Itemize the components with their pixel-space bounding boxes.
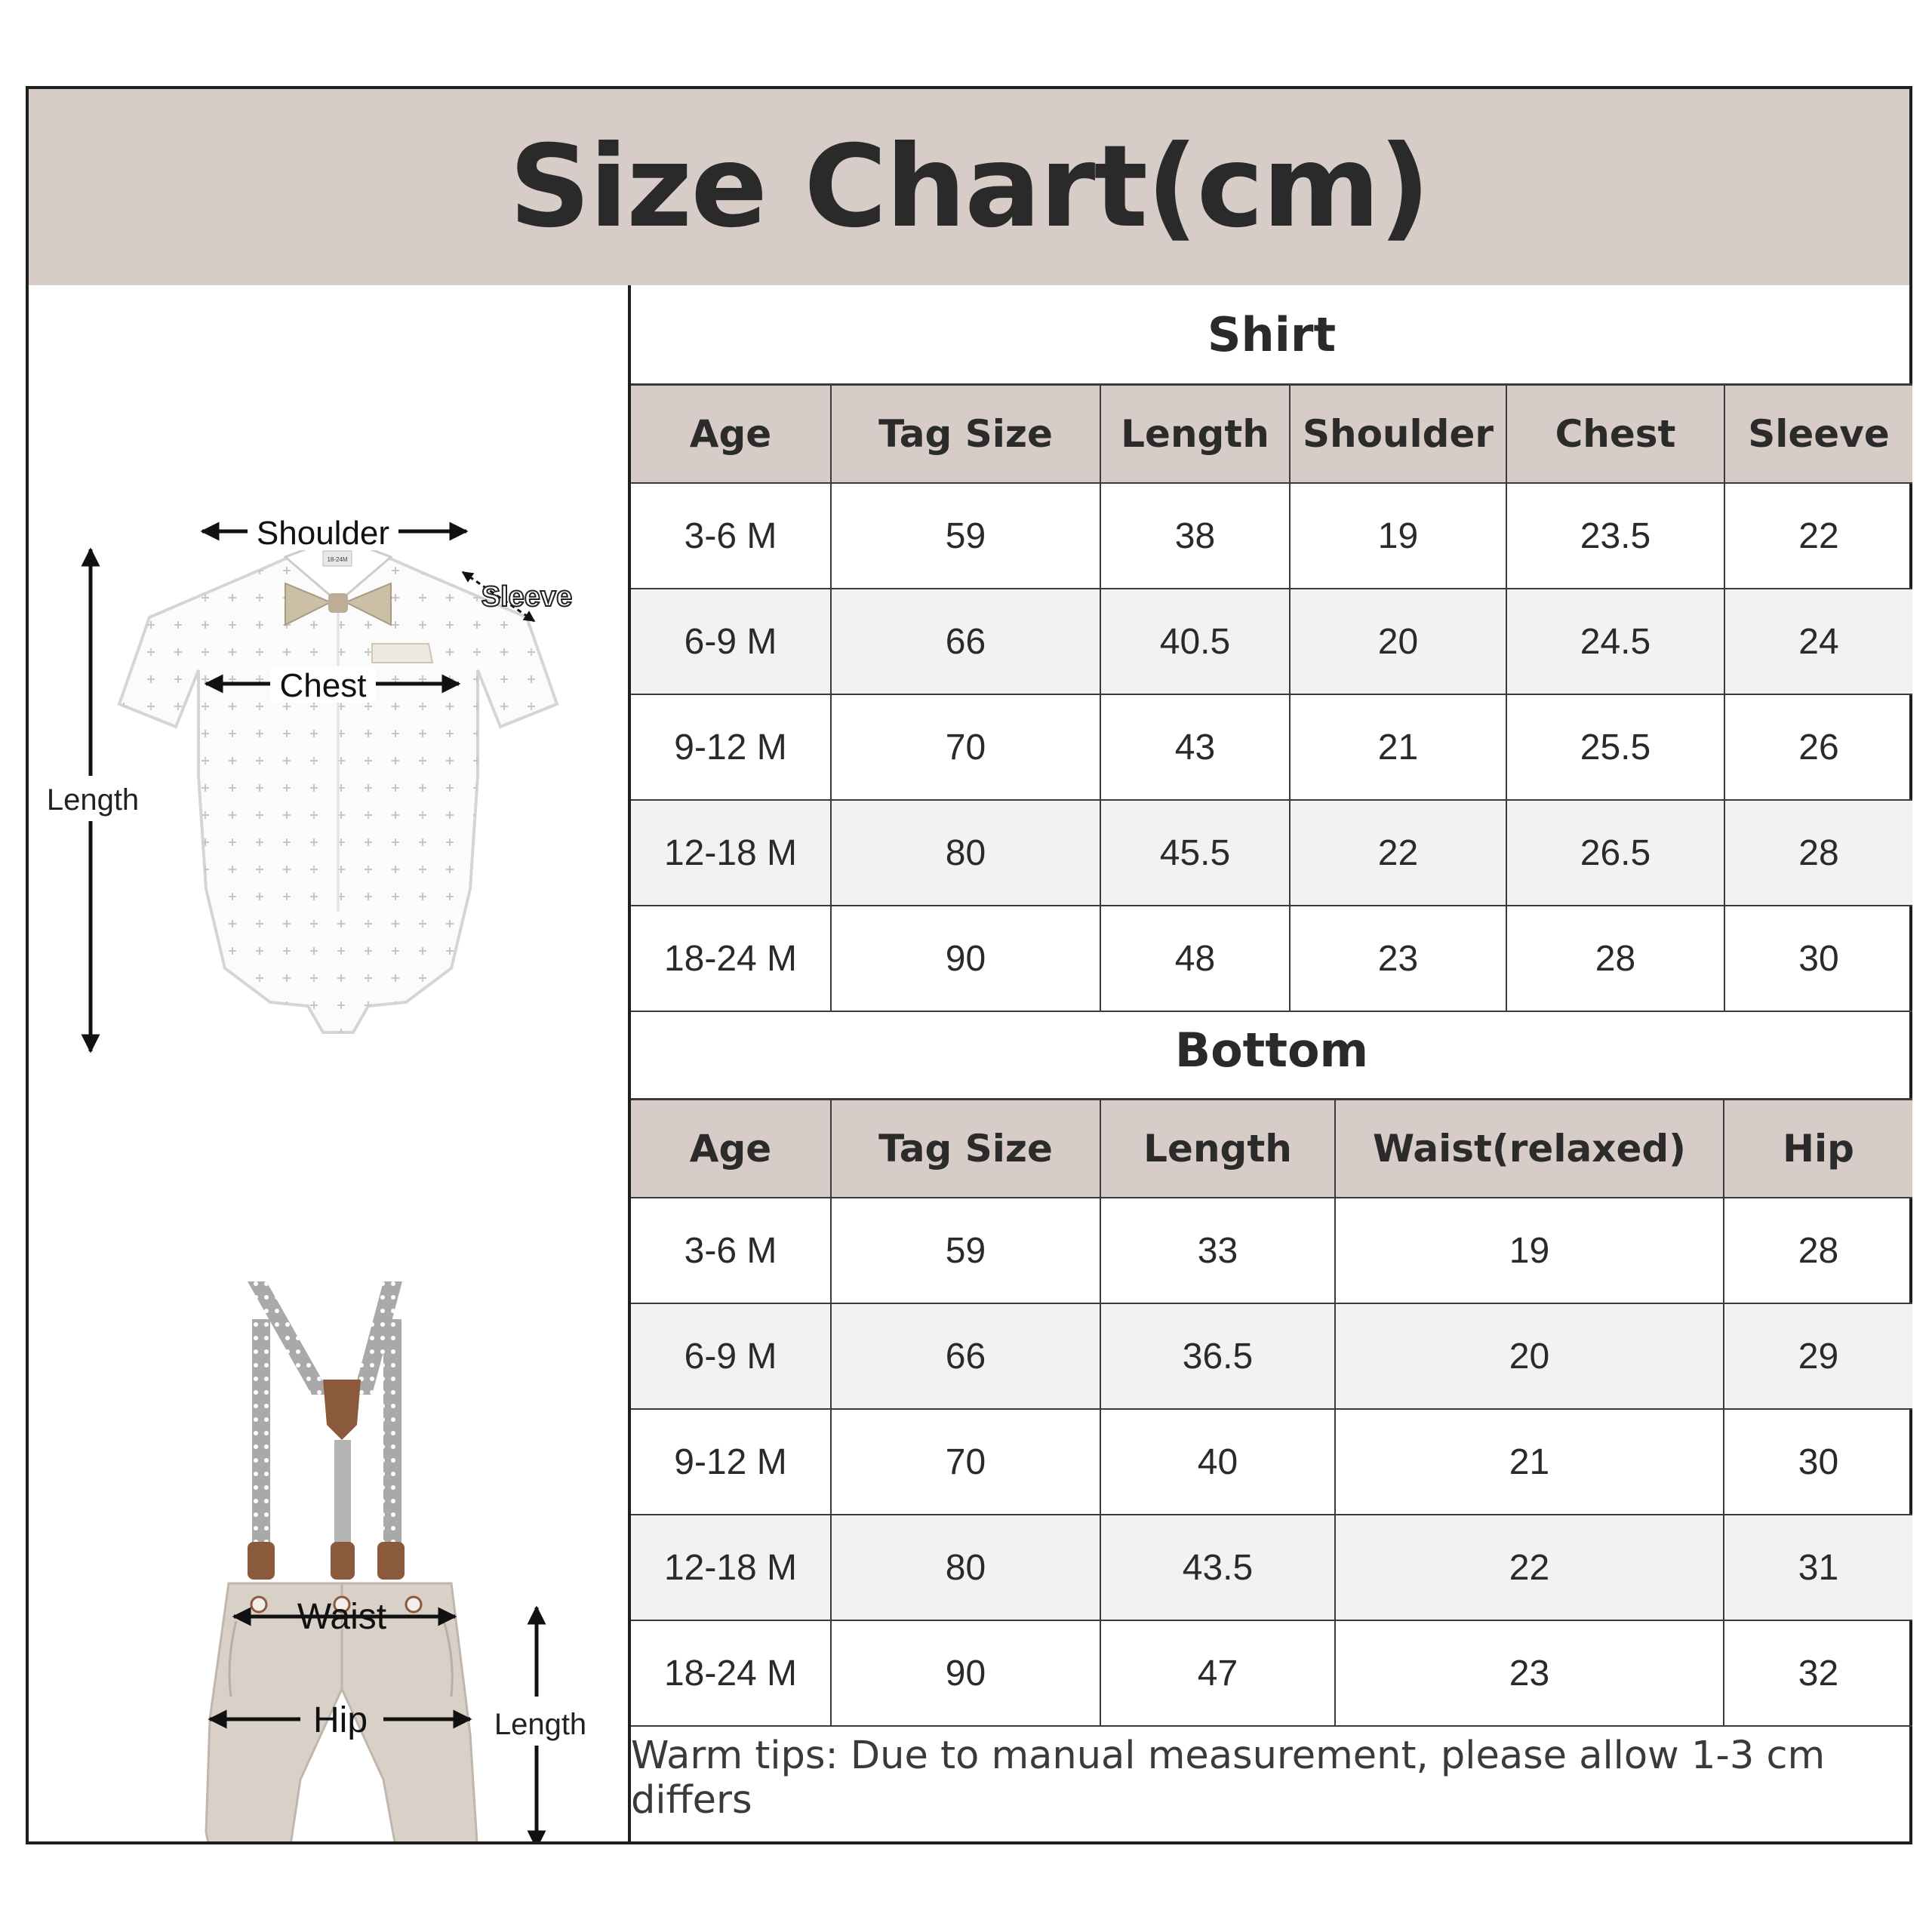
shirt-chest-label: Chest bbox=[279, 667, 367, 704]
shirt-sleeve-label: Sleeve bbox=[481, 581, 573, 613]
column-header-age: Age bbox=[631, 385, 831, 484]
table-cell: 21 bbox=[1335, 1409, 1724, 1515]
table-cell: 3-6 M bbox=[631, 1198, 831, 1303]
table-cell: 43.5 bbox=[1100, 1515, 1335, 1620]
table-cell: 3-6 M bbox=[631, 483, 831, 589]
table-cell: 22 bbox=[1724, 483, 1912, 589]
table-cell: 90 bbox=[831, 1620, 1100, 1726]
table-cell: 9-12 M bbox=[631, 694, 831, 800]
shirt-size-tag: 18-24M bbox=[327, 556, 348, 563]
column-header-tag-size: Tag Size bbox=[831, 385, 1100, 484]
table-header-row bbox=[631, 385, 1912, 484]
garment-illustration-panel bbox=[29, 285, 628, 1841]
column-header-shoulder: Shoulder bbox=[1290, 385, 1506, 484]
bottom-size-table bbox=[631, 1098, 1912, 1727]
table-row bbox=[631, 1409, 1912, 1515]
table-cell: 40 bbox=[1100, 1409, 1335, 1515]
table-cell: 59 bbox=[831, 1198, 1100, 1303]
table-cell: 20 bbox=[1335, 1303, 1724, 1409]
shirt-bodysuit-image bbox=[119, 546, 557, 1032]
size-chart-frame bbox=[26, 86, 1912, 1844]
table-cell: 20 bbox=[1290, 589, 1506, 694]
table-cell: 24.5 bbox=[1506, 589, 1724, 694]
table-cell: 43 bbox=[1100, 694, 1290, 800]
table-cell: 30 bbox=[1724, 1409, 1912, 1515]
column-header-hip: Hip bbox=[1724, 1100, 1912, 1198]
page-title: Size Chart(cm) bbox=[509, 122, 1429, 253]
table-row bbox=[631, 800, 1912, 906]
table-cell: 18-24 M bbox=[631, 1620, 831, 1726]
table-cell: 47 bbox=[1100, 1620, 1335, 1726]
table-cell: 12-18 M bbox=[631, 800, 831, 906]
pants-waist-label: Waist bbox=[297, 1597, 387, 1637]
column-header-tag-size: Tag Size bbox=[831, 1100, 1100, 1198]
table-cell: 29 bbox=[1724, 1303, 1912, 1409]
table-row bbox=[631, 589, 1912, 694]
table-cell: 80 bbox=[831, 1515, 1100, 1620]
column-header-length: Length bbox=[1100, 385, 1290, 484]
column-header-length: Length bbox=[1100, 1100, 1335, 1198]
table-cell: 33 bbox=[1100, 1198, 1335, 1303]
table-cell: 23 bbox=[1290, 906, 1506, 1011]
shirt-size-table bbox=[631, 383, 1912, 1012]
table-row bbox=[631, 1303, 1912, 1409]
table-cell: 26.5 bbox=[1506, 800, 1724, 906]
table-row bbox=[631, 906, 1912, 1011]
column-header-sleeve: Sleeve bbox=[1724, 385, 1912, 484]
table-cell: 18-24 M bbox=[631, 906, 831, 1011]
table-cell: 80 bbox=[831, 800, 1100, 906]
table-cell: 59 bbox=[831, 483, 1100, 589]
column-header-age: Age bbox=[631, 1100, 831, 1198]
shirt-shoulder-label: Shoulder bbox=[256, 515, 390, 552]
column-header-chest: Chest bbox=[1506, 385, 1724, 484]
table-cell: 23.5 bbox=[1506, 483, 1724, 589]
table-cell: 32 bbox=[1724, 1620, 1912, 1726]
table-row bbox=[631, 1620, 1912, 1726]
shirt-length-label: Length bbox=[46, 783, 140, 817]
table-row bbox=[631, 483, 1912, 589]
column-header-waist: Waist(relaxed) bbox=[1335, 1100, 1724, 1198]
table-cell: 36.5 bbox=[1100, 1303, 1335, 1409]
table-header-row bbox=[631, 1100, 1912, 1198]
table-cell: 30 bbox=[1724, 906, 1912, 1011]
table-cell: 48 bbox=[1100, 906, 1290, 1011]
table-cell: 31 bbox=[1724, 1515, 1912, 1620]
table-cell: 38 bbox=[1100, 483, 1290, 589]
table-cell: 70 bbox=[831, 1409, 1100, 1515]
table-cell: 28 bbox=[1506, 906, 1724, 1011]
size-tables-panel bbox=[631, 285, 1912, 1841]
table-cell: 70 bbox=[831, 694, 1100, 800]
table-cell: 19 bbox=[1290, 483, 1506, 589]
table-cell: 22 bbox=[1290, 800, 1506, 906]
table-cell: 90 bbox=[831, 906, 1100, 1011]
table-cell: 21 bbox=[1290, 694, 1506, 800]
table-row bbox=[631, 694, 1912, 800]
table-cell: 66 bbox=[831, 589, 1100, 694]
bottom-section-title: Bottom bbox=[1174, 1022, 1369, 1078]
table-cell: 40.5 bbox=[1100, 589, 1290, 694]
pants-hip-label: Hip bbox=[312, 1700, 368, 1740]
table-cell: 9-12 M bbox=[631, 1409, 831, 1515]
warm-tips-note: Warm tips: Due to manual measurement, please allow 1-3 cm differs bbox=[631, 1733, 1826, 1823]
pants-with-suspenders-image bbox=[206, 1281, 478, 1841]
table-cell: 12-18 M bbox=[631, 1515, 831, 1620]
table-row bbox=[631, 1515, 1912, 1620]
garment-illustration bbox=[29, 285, 628, 1841]
table-cell: 28 bbox=[1724, 800, 1912, 906]
pants-length-label: Length bbox=[494, 1708, 587, 1741]
table-cell: 6-9 M bbox=[631, 1303, 831, 1409]
table-cell: 66 bbox=[831, 1303, 1100, 1409]
table-cell: 25.5 bbox=[1506, 694, 1724, 800]
table-cell: 24 bbox=[1724, 589, 1912, 694]
title-bar bbox=[29, 89, 1909, 285]
table-cell: 22 bbox=[1335, 1515, 1724, 1620]
table-cell: 26 bbox=[1724, 694, 1912, 800]
table-row bbox=[631, 1198, 1912, 1303]
table-cell: 28 bbox=[1724, 1198, 1912, 1303]
table-cell: 6-9 M bbox=[631, 589, 831, 694]
table-cell: 23 bbox=[1335, 1620, 1724, 1726]
table-cell: 19 bbox=[1335, 1198, 1724, 1303]
shirt-section-title: Shirt bbox=[1207, 306, 1337, 362]
table-cell: 45.5 bbox=[1100, 800, 1290, 906]
